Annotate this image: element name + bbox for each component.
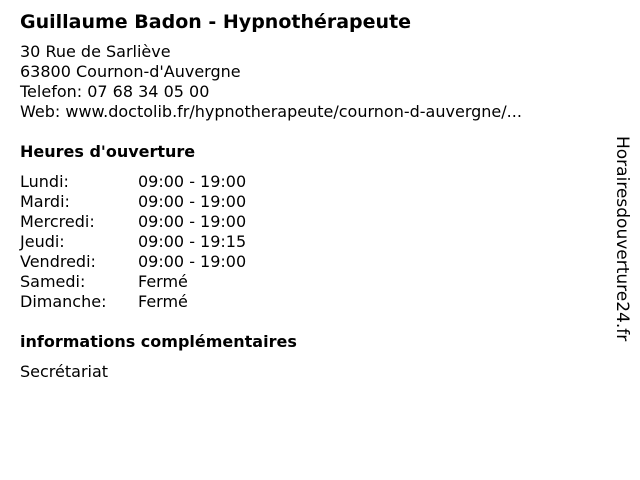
day-label: Samedi:: [20, 272, 86, 291]
day-label: Mercredi:: [20, 212, 95, 231]
page-title: Guillaume Badon - Hypnothérapeute: [20, 11, 412, 33]
day-label: Lundi:: [20, 172, 69, 191]
info-heading: informations complémentaires: [20, 332, 297, 351]
contact-block: [20, 42, 600, 122]
hours-row: [20, 212, 600, 232]
site-watermark: Horairesdouverture24.fr: [612, 136, 632, 342]
hours-row: [20, 272, 600, 292]
street-address: 30 Rue de Sarliève: [20, 42, 171, 61]
time-range: 09:00 - 19:00: [138, 172, 247, 191]
time-range: 09:00 - 19:00: [138, 252, 247, 271]
phone-number: Telefon: 07 68 34 05 00: [20, 82, 210, 101]
city-address: 63800 Cournon-d'Auvergne: [20, 62, 241, 81]
hours-row: [20, 172, 600, 192]
time-range: 09:00 - 19:00: [138, 212, 247, 231]
day-label: Dimanche:: [20, 292, 107, 311]
day-label: Vendredi:: [20, 252, 96, 271]
hours-row: [20, 192, 600, 212]
hours-heading: Heures d'ouverture: [20, 142, 196, 161]
time-range: Fermé: [138, 272, 188, 291]
hours-table: [20, 172, 600, 312]
time-range: 09:00 - 19:00: [138, 192, 247, 211]
time-range: 09:00 - 19:15: [138, 232, 247, 251]
hours-row: [20, 292, 600, 312]
hours-row: [20, 232, 600, 252]
time-range: Fermé: [138, 292, 188, 311]
day-label: Mardi:: [20, 192, 70, 211]
website-link[interactable]: Web: www.doctolib.fr/hypnotherapeute/cournon-d-auvergne/...: [20, 102, 522, 121]
day-label: Jeudi:: [20, 232, 65, 251]
hours-row: [20, 252, 600, 272]
business-card: [20, 10, 600, 382]
info-text: Secrétariat: [20, 362, 109, 381]
